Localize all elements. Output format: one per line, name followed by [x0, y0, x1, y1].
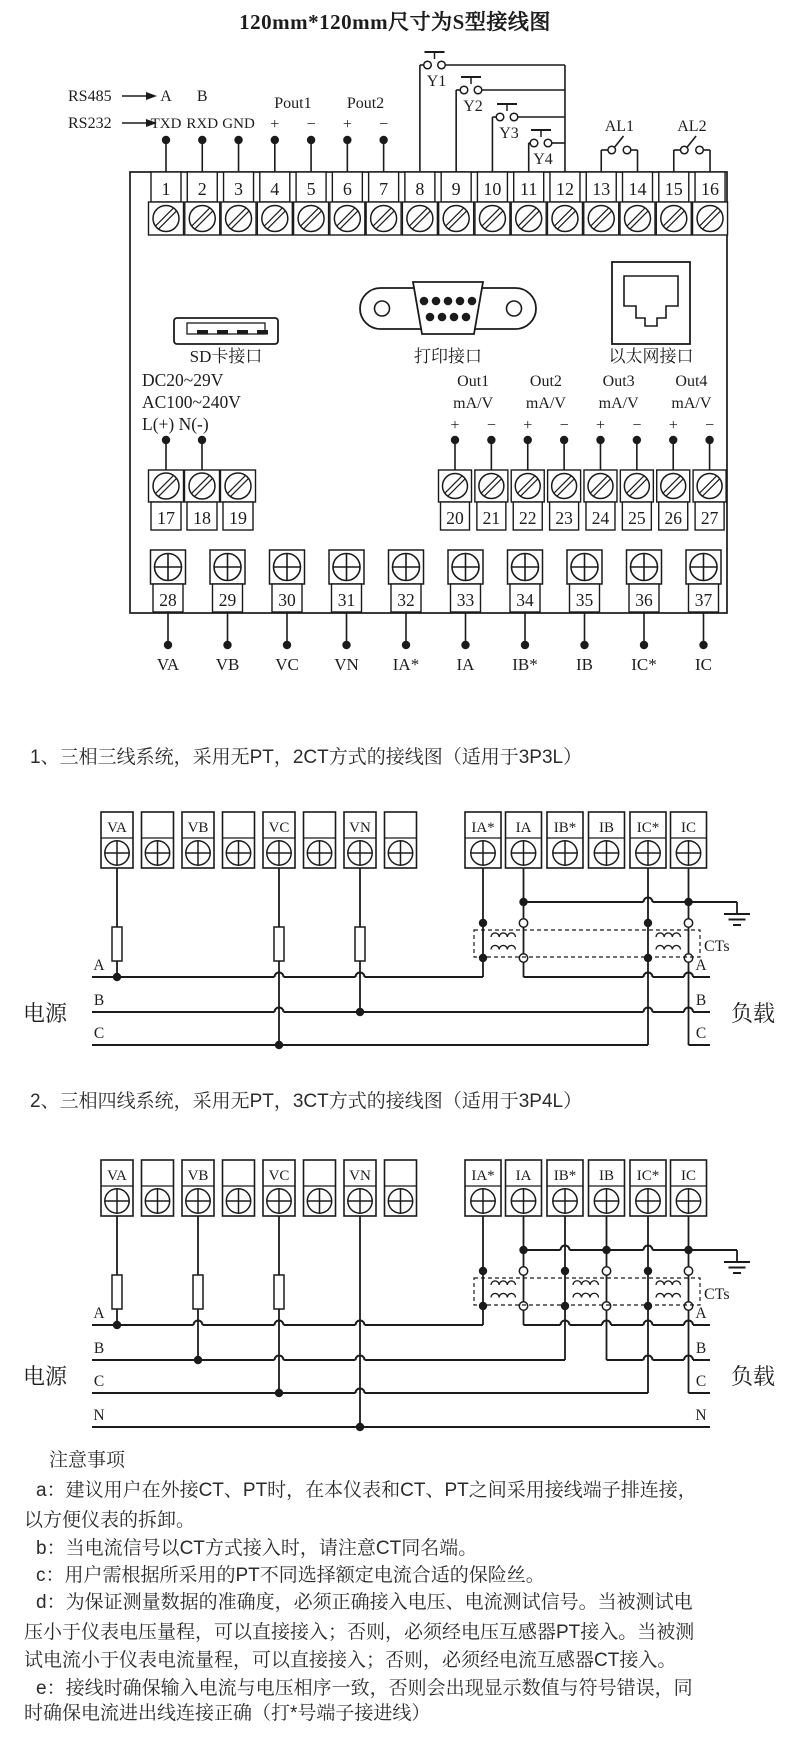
phase-label: A — [93, 957, 105, 974]
terminal-number: 19 — [229, 508, 247, 528]
terminal-number: 24 — [591, 508, 610, 528]
terminal-number: 31 — [337, 590, 356, 610]
junction-dot — [451, 436, 459, 444]
ethernet-port-icon — [612, 262, 690, 344]
pulse-output-labels — [270, 95, 388, 133]
terminal-number: 8 — [415, 179, 425, 199]
label: − — [705, 417, 715, 434]
source-label: 电源 — [22, 1364, 68, 1389]
phase-label: B — [695, 1340, 707, 1357]
ct-winding — [491, 945, 516, 949]
note-line: c：用户需根据所采用的PT不同选择额定电流合适的保险丝。 — [36, 1565, 545, 1586]
junction-dot — [162, 436, 170, 444]
fuse-icon — [193, 1273, 203, 1311]
note-line: d：为保证测量数据的准确度，必须正确接入电压、电流测试信号。当被测试电 — [36, 1592, 693, 1613]
terminal-number: 10 — [483, 179, 502, 199]
junction-dot — [234, 136, 242, 144]
power-terminal-label: L(+) N(-) — [142, 414, 209, 434]
sd-port-label: SD卡接口 — [189, 347, 263, 366]
note-line: b：当电流信号以CT方式接入时，请注意CT同名端。 — [36, 1538, 478, 1559]
fuse-icon — [112, 925, 122, 963]
junction-dot — [561, 1302, 569, 1310]
ct-winding — [573, 1293, 599, 1297]
terminal-strip-1-16 — [149, 172, 728, 235]
terminal-number: 1 — [161, 179, 171, 199]
terminal-label: IC* — [636, 1168, 660, 1184]
al2-switch — [674, 118, 710, 172]
junction-dot — [461, 641, 469, 649]
section1-heading: 1、三相三线系统，采用无PT，2CT方式的接线图（适用于3P3L） — [30, 747, 583, 768]
analog-output-name: Out2 — [529, 373, 562, 390]
phase-label: N — [695, 1407, 707, 1424]
ct-winding — [656, 933, 681, 937]
pout2-label: Pout2 — [346, 95, 385, 112]
alarm-switch-label: AL1 — [604, 118, 635, 135]
signal-label: IA — [456, 655, 475, 674]
rs485-pin-label: A — [160, 88, 172, 105]
analog-output-block — [439, 373, 727, 530]
ct-group — [474, 930, 730, 957]
junction-dot — [644, 954, 652, 962]
terminal-label: IC — [681, 820, 696, 836]
ct-winding — [491, 1293, 516, 1297]
notes-title: 注意事项 — [49, 1450, 126, 1471]
rs232-label: RS232 — [68, 115, 112, 132]
label: − — [632, 417, 642, 434]
junction-dot — [521, 641, 529, 649]
terminal-number: 15 — [664, 179, 683, 199]
phase-label: C — [695, 1025, 707, 1042]
terminal-label: IA* — [471, 820, 495, 836]
terminal-number: 28 — [159, 590, 177, 610]
ethernet-port-label: 以太网接口 — [608, 347, 694, 366]
junction-dot — [402, 641, 410, 649]
phase-buses — [92, 1305, 710, 1431]
terminal-label: IA* — [471, 1168, 495, 1184]
terminal-number: 29 — [218, 590, 237, 610]
signal-label: IA* — [392, 655, 420, 674]
comm-port-labels — [68, 88, 255, 132]
ground-icon — [724, 1250, 750, 1273]
junction-dot — [519, 1246, 527, 1254]
terminal-number: 35 — [575, 590, 594, 610]
phase-label: A — [93, 1305, 105, 1322]
terminal-strip-28-37 — [151, 550, 722, 674]
y4-switch — [529, 130, 565, 172]
junction-dot — [560, 436, 568, 444]
open-junction-dot — [684, 954, 692, 962]
open-junction-dot — [684, 919, 692, 927]
terminal-label: IA — [515, 820, 532, 836]
terminal-label: VN — [349, 1168, 371, 1184]
terminal-label: VN — [349, 820, 371, 836]
rs485-pin-label: B — [196, 88, 208, 105]
source-label: 电源 — [22, 1001, 68, 1026]
analog-output-unit: mA/V — [525, 395, 566, 412]
alarm-switch-label: AL2 — [677, 118, 707, 135]
terminal-number: 9 — [451, 179, 461, 199]
terminal-label: VB — [187, 820, 209, 836]
junction-dot — [479, 919, 487, 927]
junction-dot — [307, 136, 315, 144]
power-supply-block — [142, 370, 256, 530]
ct-winding — [656, 1293, 681, 1297]
junction-dot — [479, 1267, 487, 1275]
junction-dot — [602, 1246, 610, 1254]
terminal-label: VC — [268, 820, 290, 836]
signal-label: VC — [275, 655, 299, 674]
junction-dot — [524, 436, 532, 444]
y-switch-label: Y3 — [499, 125, 519, 142]
label: + — [450, 417, 460, 434]
digital-output-switches — [420, 52, 565, 172]
note-line: 时确保电流进出线连接正确（打*号端子接进线） — [24, 1703, 431, 1724]
ct-winding — [491, 933, 516, 937]
terminal-label: IB* — [553, 1168, 577, 1184]
note-line: 压小于仪表电压量程，可以直接接入；否则，必须经电压互感器PT接入。当被测 — [24, 1622, 695, 1643]
junction-dot — [194, 1356, 202, 1364]
phase-label: C — [93, 1373, 105, 1390]
signal-label: IB* — [512, 655, 538, 674]
terminal-number: 36 — [635, 590, 653, 610]
analog-output-unit: mA/V — [671, 395, 712, 412]
terminal-label: IB — [599, 1168, 614, 1184]
y-switch-label: Y1 — [426, 73, 447, 90]
analog-output-name: Out1 — [457, 373, 490, 390]
top-connection-diagram — [68, 52, 728, 674]
junction-dot — [561, 1267, 569, 1275]
fuse-icon — [355, 925, 365, 963]
terminal-number: 4 — [270, 179, 280, 199]
terminal-number: 34 — [516, 590, 534, 610]
junction-dot — [644, 1302, 652, 1310]
section2-diagram — [23, 1160, 775, 1431]
phase-label: B — [93, 992, 105, 1009]
terminal-label: VA — [107, 1168, 127, 1184]
label: + — [668, 417, 678, 434]
signal-label: IC — [695, 655, 712, 674]
pout1-label: Pout1 — [274, 95, 312, 112]
junction-dot — [644, 919, 652, 927]
signal-label: IC* — [631, 655, 657, 674]
ct-label: CTs — [704, 1286, 730, 1303]
terminal-number: 6 — [342, 179, 352, 199]
junction-dot — [640, 641, 648, 649]
junction-dot — [479, 1302, 487, 1310]
ct-group — [474, 1278, 730, 1305]
alarm-switches — [601, 118, 710, 172]
open-junction-dot — [684, 1302, 692, 1310]
terminal-number: 3 — [234, 179, 244, 199]
terminal-number: 14 — [628, 179, 647, 199]
open-junction-dot — [519, 954, 527, 962]
phase-buses — [92, 957, 710, 1049]
label: − — [559, 417, 569, 434]
analog-output-unit: mA/V — [453, 395, 494, 412]
power-rating-label: AC100~240V — [142, 392, 241, 412]
junction-dot — [356, 1423, 364, 1431]
terminal-row — [101, 1160, 707, 1216]
label: − — [306, 116, 316, 133]
open-junction-dot — [519, 1302, 527, 1310]
phase-label: N — [93, 1407, 105, 1424]
junction-dot — [198, 136, 206, 144]
phase-label: A — [695, 957, 707, 974]
signal-label: IB — [576, 655, 593, 674]
section1-diagram — [23, 812, 775, 1049]
rs232-pin-label: TXD — [150, 116, 182, 132]
junction-dot — [580, 641, 588, 649]
ct-winding — [573, 1281, 599, 1285]
junction-dot — [479, 954, 487, 962]
terminal-number: 7 — [379, 179, 389, 199]
terminal-number: 16 — [701, 179, 720, 199]
junction-dot — [113, 973, 121, 981]
junction-dot — [164, 641, 172, 649]
terminal-label: IC* — [636, 820, 660, 836]
junction-dot — [275, 1041, 283, 1049]
junction-dot — [283, 641, 291, 649]
signal-label: VN — [334, 655, 359, 674]
terminal-number: 5 — [306, 179, 316, 199]
terminal-number: 11 — [520, 179, 538, 199]
terminal-number: 25 — [628, 508, 646, 528]
ct-winding — [656, 945, 681, 949]
open-junction-dot — [602, 1302, 610, 1310]
analog-output-unit: mA/V — [598, 395, 639, 412]
junction-dot — [271, 136, 279, 144]
junction-dot — [343, 136, 351, 144]
terminal-number: 12 — [555, 179, 574, 199]
terminal-number: 27 — [700, 508, 719, 528]
phase-label: C — [695, 1373, 707, 1390]
signal-label: VB — [215, 655, 240, 674]
label: − — [486, 417, 496, 434]
terminal-label: VC — [268, 1168, 290, 1184]
note-line: 以方便仪表的拆卸。 — [24, 1510, 196, 1531]
terminal-label: VB — [187, 1168, 209, 1184]
load-label: 负载 — [730, 1001, 776, 1026]
analog-output-name: Out3 — [602, 373, 635, 390]
fuse-icon — [274, 1273, 284, 1311]
junction-dot — [519, 898, 527, 906]
label: + — [595, 417, 605, 434]
label: + — [342, 116, 352, 133]
terminal-number: 18 — [193, 508, 211, 528]
terminal-label: IA — [515, 1168, 532, 1184]
junction-dot — [487, 436, 495, 444]
note-line: e：接线时确保输入电流与电压相序一致，否则会出现显示数值与符号错误，同 — [36, 1678, 693, 1699]
junction-dot — [596, 436, 604, 444]
terminal-number: 17 — [157, 508, 175, 528]
terminal-number: 30 — [278, 590, 296, 610]
analog-output-name: Out4 — [675, 373, 708, 390]
terminal-label: IB* — [553, 820, 577, 836]
load-label: 负载 — [730, 1364, 776, 1389]
terminal-number: 32 — [397, 590, 415, 610]
junction-dot — [699, 641, 707, 649]
rs232-pin-label: GND — [222, 116, 255, 132]
label: + — [270, 116, 280, 133]
phase-label: C — [93, 1025, 105, 1042]
label: + — [523, 417, 533, 434]
terminal-number: 33 — [456, 590, 475, 610]
phase-label: B — [93, 1340, 105, 1357]
terminal-number: 20 — [446, 508, 464, 528]
junction-dot — [162, 136, 170, 144]
label: − — [379, 116, 389, 133]
terminal-leads — [162, 136, 388, 172]
junction-dot — [342, 641, 350, 649]
wiring — [112, 1216, 750, 1427]
open-junction-dot — [684, 1267, 692, 1275]
terminal-number: 37 — [694, 590, 713, 610]
al1-switch — [601, 118, 637, 172]
terminal-number: 2 — [197, 179, 207, 199]
open-junction-dot — [519, 1267, 527, 1275]
junction-dot — [644, 1267, 652, 1275]
junction-dot — [633, 436, 641, 444]
ct-winding — [656, 1281, 681, 1285]
y-switch-label: Y2 — [463, 98, 483, 115]
terminal-number: 26 — [664, 508, 682, 528]
junction-dot — [275, 1389, 283, 1397]
fuse-icon — [274, 925, 284, 963]
terminal-label: IB — [599, 820, 614, 836]
printer-port-label: 打印接口 — [414, 347, 482, 366]
ct-label: CTs — [704, 938, 730, 955]
junction-dot — [356, 1008, 364, 1016]
ground-icon — [724, 902, 750, 925]
junction-dot — [379, 136, 387, 144]
page-title: 120mm*120mm尺寸为S型接线图 — [239, 10, 551, 34]
terminal-row — [101, 812, 707, 868]
phase-label: A — [695, 1305, 707, 1322]
sd-card-icon — [174, 318, 278, 344]
terminal-number: 21 — [482, 508, 501, 528]
junction-dot — [705, 436, 713, 444]
terminal-label: VA — [107, 820, 127, 836]
open-junction-dot — [602, 1267, 610, 1275]
phase-label: B — [695, 992, 707, 1009]
junction-dot — [113, 1321, 121, 1329]
note-line: a：建议用户在外接CT、PT时，在本仪表和CT、PT之间采用接线端子排连接， — [36, 1480, 697, 1501]
y-switch-label: Y4 — [533, 151, 553, 168]
terminal-number: 13 — [592, 179, 611, 199]
terminal-label: IC — [681, 1168, 696, 1184]
power-rating-label: DC20~29V — [142, 370, 224, 390]
wiring — [112, 868, 750, 1045]
ct-winding — [491, 1281, 516, 1285]
junction-dot — [669, 436, 677, 444]
junction-dot — [684, 898, 692, 906]
printer-port-icon — [360, 282, 536, 334]
rs232-pin-label: RXD — [186, 116, 219, 132]
terminal-number: 23 — [555, 508, 573, 528]
junction-dot — [198, 436, 206, 444]
terminal-number: 22 — [518, 508, 537, 528]
signal-label: VA — [156, 655, 180, 674]
rs485-label: RS485 — [68, 88, 112, 105]
open-junction-dot — [519, 919, 527, 927]
junction-dot — [223, 641, 231, 649]
note-line: 试电流小于仪表电流量程，可以直接接入；否则，必须经电流互感器CT接入。 — [24, 1650, 677, 1671]
junction-dot — [684, 1246, 692, 1254]
section2-heading: 2、三相四线系统，采用无PT，3CT方式的接线图（适用于3P4L） — [30, 1091, 583, 1112]
fuse-icon — [112, 1273, 122, 1311]
